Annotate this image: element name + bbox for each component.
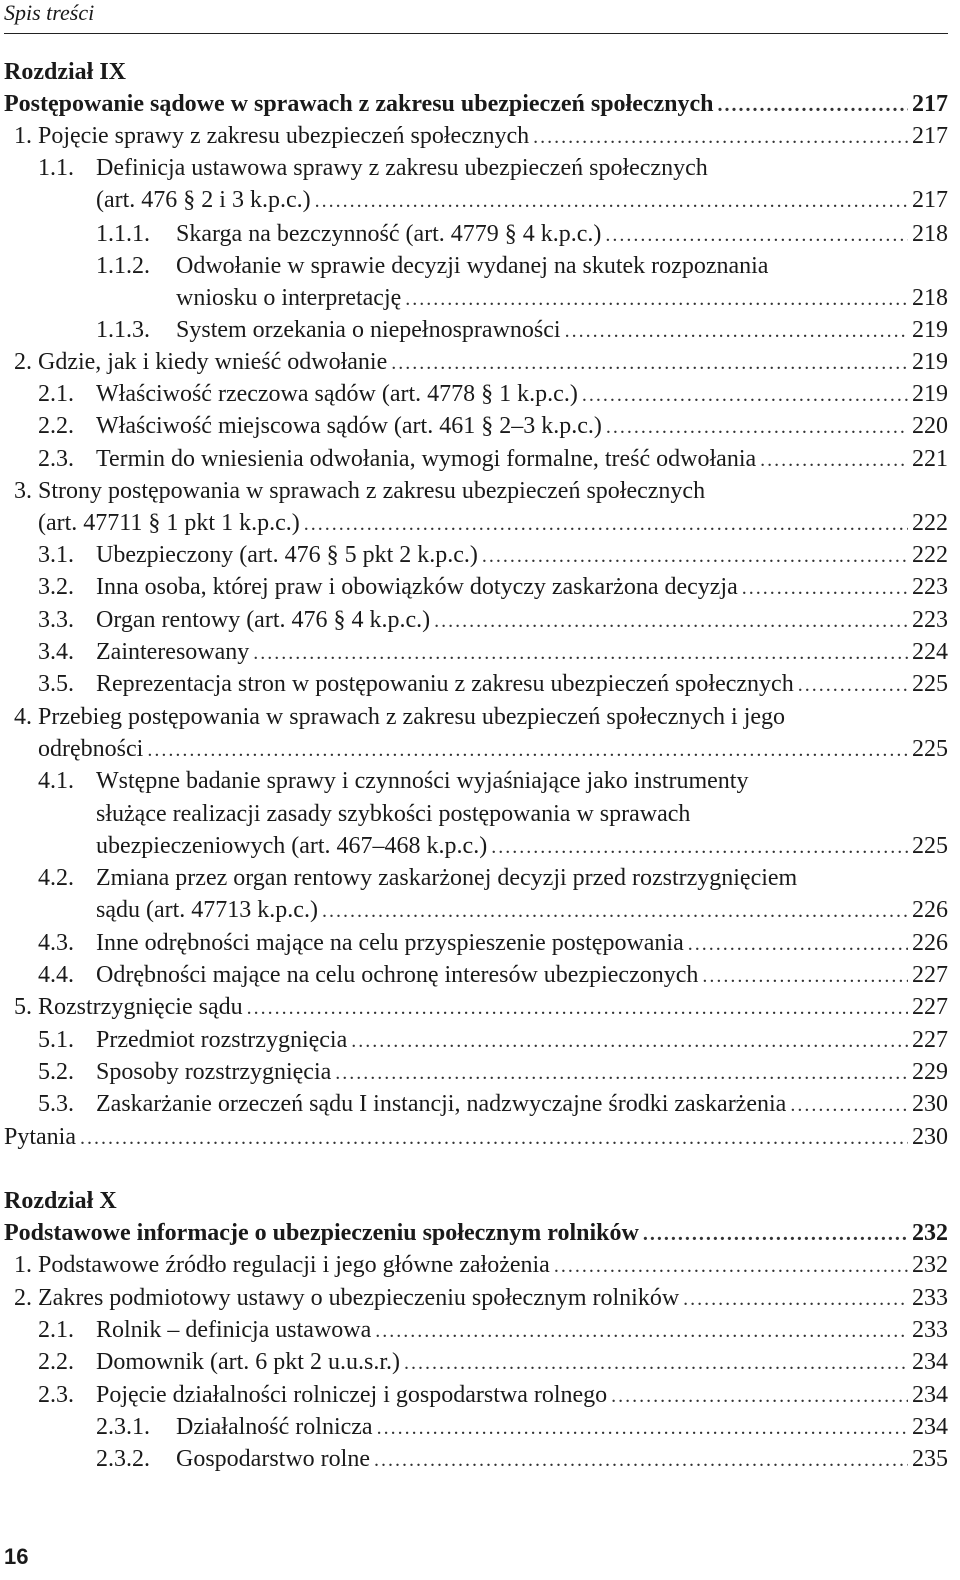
page-number: 225: [912, 736, 948, 762]
entry-line: [96, 410, 948, 443]
entry-title: System orzekania o niepełnosprawności: [176, 317, 561, 343]
entry-line: [38, 701, 948, 733]
entry-title: Definicja ustawowa sprawy z zakresu ubezpieczeń społecznych: [96, 155, 708, 181]
entry-line: [96, 1088, 948, 1121]
entry-title: sądu (art. 47713 k.p.c.): [96, 897, 318, 923]
dot-leader: [798, 669, 908, 701]
entry-number: 2.2.: [38, 1349, 74, 1375]
entry-line: [96, 1056, 948, 1089]
entry-line: [38, 507, 948, 540]
page-number: 221: [912, 446, 948, 472]
entry-title: Pojęcie sprawy z zakresu ubezpieczeń społecznych: [38, 123, 530, 149]
entry-title: Podstawowe źródło regulacji i jego główne założenia: [38, 1252, 550, 1278]
entry-line: [96, 636, 948, 669]
toc-entry[interactable]: [4, 701, 948, 733]
entry-line: [96, 152, 948, 184]
toc-entry[interactable]: [4, 927, 948, 959]
entry-title: (art. 476 § 2 i 3 k.p.c.): [96, 187, 311, 213]
toc-entry[interactable]: [4, 218, 948, 250]
page-number: 232: [912, 1252, 948, 1278]
entry-number: 1.1.2.: [96, 253, 150, 279]
entry-number: 4.1.: [38, 768, 74, 794]
dot-leader: [304, 508, 908, 540]
entry-title: służące realizacji zasady szybkości postępowania w sprawach: [96, 801, 691, 827]
page-folio: 16: [4, 1544, 29, 1569]
page-number: 218: [912, 285, 948, 311]
dot-leader: [351, 1025, 908, 1057]
entry-line: [176, 1411, 948, 1444]
entry-title: ubezpieczeniowych (art. 467–468 k.p.c.): [96, 833, 488, 859]
chapter-label: Rozdział X: [4, 1188, 117, 1214]
page-number: 230: [912, 1124, 948, 1150]
entry-title: Postępowanie sądowe w sprawach z zakresu ubezpieczeń społecznych: [4, 91, 714, 117]
entry-title: Gdzie, jak i kiedy wnieść odwołanie: [38, 349, 388, 375]
entry-number: 3.2.: [38, 574, 74, 600]
entry-line: [176, 282, 948, 315]
entry-number: 3.1.: [38, 542, 74, 568]
entry-number: 1.1.3.: [96, 317, 150, 343]
entry-line: [96, 604, 948, 637]
page-number: 219: [912, 317, 948, 343]
entry-number: 1.: [14, 1252, 32, 1278]
entry-number: 1.: [14, 123, 32, 149]
page-number: 235: [912, 1446, 948, 1472]
dot-leader: [702, 960, 908, 992]
entry-title: Zainteresowany: [96, 639, 250, 665]
entry-number: 4.3.: [38, 930, 74, 956]
dot-leader: [643, 1218, 908, 1250]
entry-line: [96, 894, 948, 927]
toc-entry[interactable]: [4, 991, 948, 1023]
entry-line: [96, 927, 948, 960]
entry-title: Ubezpieczony (art. 476 § 5 pkt 2 k.p.c.): [96, 542, 478, 568]
entry-title: Pytania: [4, 1124, 76, 1150]
entry-title: Sposoby rozstrzygnięcia: [96, 1059, 332, 1085]
toc-entry[interactable]: [4, 443, 948, 475]
toc-entry[interactable]: [4, 539, 948, 571]
toc-entry-continuation[interactable]: [4, 507, 948, 539]
dot-leader: [565, 315, 908, 347]
page-number: 234: [912, 1349, 948, 1375]
entry-line: [96, 539, 948, 572]
entry-line: [38, 120, 948, 153]
entry-number: 1.1.1.: [96, 221, 150, 247]
page-number: 225: [912, 671, 948, 697]
entry-line: [38, 346, 948, 379]
toc-entry[interactable]: [4, 765, 948, 797]
entry-number: 5.: [14, 994, 32, 1020]
page-number: 230: [912, 1091, 948, 1117]
dot-leader: [491, 831, 908, 863]
dot-leader: [611, 1380, 908, 1412]
entry-title: Podstawowe informacje o ubezpieczeniu społecznym rolników: [4, 1220, 639, 1246]
entry-line: [96, 798, 948, 830]
toc-entry-continuation[interactable]: [4, 184, 948, 216]
toc-entry[interactable]: [4, 1346, 948, 1378]
dot-leader: [405, 283, 908, 315]
entry-number: 2.3.2.: [96, 1446, 150, 1472]
dot-leader: [253, 637, 908, 669]
dot-leader: [375, 1315, 908, 1347]
entry-title: Rolnik – definicja ustawowa: [96, 1317, 372, 1343]
dot-leader: [718, 89, 908, 121]
page-number: 234: [912, 1414, 948, 1440]
toc-entry[interactable]: [4, 1056, 948, 1088]
toc-entry-continuation[interactable]: [4, 830, 948, 862]
page-number: 227: [912, 962, 948, 988]
entry-line: [96, 1346, 948, 1379]
toc-entry[interactable]: [4, 571, 948, 603]
entry-title: Właściwość miejscowa sądów (art. 461 § 2–3 k.p.c.): [96, 413, 602, 439]
entry-title: Organ rentowy (art. 476 § 4 k.p.c.): [96, 607, 431, 633]
entry-title: Odwołanie w sprawie decyzji wydanej na skutek rozpoznania: [176, 253, 769, 279]
entry-line: [176, 250, 948, 282]
toc-entry[interactable]: [4, 668, 948, 700]
toc-entry-continuation[interactable]: [4, 733, 948, 765]
entry-title: Przebieg postępowania w sprawach z zakresu ubezpieczeń społecznych i jego: [38, 704, 786, 730]
toc-entry[interactable]: [4, 604, 948, 636]
dot-leader: [582, 379, 908, 411]
entry-title: Termin do wniesienia odwołania, wymogi formalne, treść odwołania: [96, 446, 757, 472]
chapter-title-row[interactable]: [4, 88, 948, 120]
page-number: 234: [912, 1382, 948, 1408]
dot-leader: [760, 444, 908, 476]
toc-entry[interactable]: [4, 250, 948, 282]
entry-line: [176, 218, 948, 251]
page-number: 232: [912, 1220, 948, 1246]
entry-number: 4.2.: [38, 865, 74, 891]
entry-line: [96, 1314, 948, 1347]
entry-title: Inna osoba, której praw i obowiązków dotyczy zaskarżona decyzja: [96, 574, 738, 600]
page-number: 226: [912, 897, 948, 923]
dot-leader: [434, 605, 908, 637]
dot-leader: [790, 1089, 908, 1121]
toc-entry[interactable]: [4, 314, 948, 346]
page-number: 227: [912, 1027, 948, 1053]
entry-number: 5.1.: [38, 1027, 74, 1053]
toc-entry[interactable]: [4, 475, 948, 507]
page-number: 224: [912, 639, 948, 665]
dot-leader: [374, 1444, 908, 1476]
entry-line: [176, 1443, 948, 1476]
dot-leader: [147, 734, 908, 766]
dot-leader: [533, 121, 908, 153]
dot-leader: [404, 1347, 908, 1379]
entry-line: [96, 959, 948, 992]
entry-title: Działalność rolnicza: [176, 1414, 373, 1440]
entry-number: 3.5.: [38, 671, 74, 697]
toc-entry[interactable]: [4, 862, 948, 894]
entry-number: 4.4.: [38, 962, 74, 988]
entry-title: Domownik (art. 6 pkt 2 u.u.s.r.): [96, 1349, 400, 1375]
entry-line: [96, 668, 948, 701]
page-number: 217: [912, 91, 948, 117]
chapter-title-row[interactable]: [4, 1217, 948, 1249]
page-number: 219: [912, 349, 948, 375]
page-number: 219: [912, 381, 948, 407]
entry-number: 4.: [14, 704, 32, 730]
page-number: 222: [912, 542, 948, 568]
chapter-title: [4, 1217, 948, 1250]
entry-number: 2.3.: [38, 1382, 74, 1408]
entry-title: Przedmiot rozstrzygnięcia: [96, 1027, 348, 1053]
entry-line: [4, 1121, 948, 1154]
entry-title: (art. 47711 § 1 pkt 1 k.p.c.): [38, 510, 300, 536]
dot-leader: [742, 572, 908, 604]
entry-title: Zmiana przez organ rentowy zaskarżonej decyzji przed rozstrzygnięciem: [96, 865, 798, 891]
entry-line: [38, 1282, 948, 1315]
dot-leader: [606, 411, 908, 443]
page-number: 223: [912, 574, 948, 600]
toc-entry[interactable]: [4, 410, 948, 442]
entry-title: Odrębności mające na celu ochronę interesów ubezpieczonych: [96, 962, 699, 988]
entry-title: wniosku o interpretację: [176, 285, 402, 311]
toc-entry[interactable]: [4, 152, 948, 184]
entry-title: Wstępne badanie sprawy i czynności wyjaśniające jako instrumenty: [96, 768, 749, 794]
entry-number: 3.: [14, 478, 32, 504]
entry-title: Reprezentacja stron w postępowaniu z zakresu ubezpieczeń społecznych: [96, 671, 794, 697]
toc-entry[interactable]: [4, 636, 948, 668]
dot-leader: [683, 1283, 908, 1315]
toc-entry[interactable]: [4, 378, 948, 410]
entry-line: [96, 378, 948, 411]
entry-title: Właściwość rzeczowa sądów (art. 4778 § 1 k.p.c.): [96, 381, 578, 407]
toc-entry-continuation[interactable]: [4, 282, 948, 314]
entry-number: 2.: [14, 1285, 32, 1311]
entry-number: 2.2.: [38, 413, 74, 439]
running-head: Spis treści: [4, 0, 95, 25]
dot-leader: [391, 347, 908, 379]
entry-title: Skarga na bezczynność (art. 4779 § 4 k.p.c.): [176, 221, 602, 247]
entry-number: 3.3.: [38, 607, 74, 633]
entry-number: 2.1.: [38, 381, 74, 407]
toc-entry[interactable]: [4, 1282, 948, 1314]
toc-entry[interactable]: [4, 1411, 948, 1443]
page-number: 217: [912, 123, 948, 149]
entry-number: 2.: [14, 349, 32, 375]
entry-line: [96, 1024, 948, 1057]
entry-title: odrębności: [38, 736, 144, 762]
dot-leader: [247, 992, 908, 1024]
entry-title: Zaskarżanie orzeczeń sądu I instancji, nadzwyczajne środki zaskarżenia: [96, 1091, 787, 1117]
entry-number: 2.1.: [38, 1317, 74, 1343]
entry-line: [38, 733, 948, 766]
page-number: 217: [912, 187, 948, 213]
dot-leader: [322, 895, 908, 927]
toc-entry-continuation[interactable]: [4, 798, 948, 830]
dot-leader: [482, 540, 908, 572]
page-number: 233: [912, 1317, 948, 1343]
dot-leader: [315, 185, 908, 217]
page-number: 225: [912, 833, 948, 859]
entry-title: Strony postępowania w sprawach z zakresu ubezpieczeń społecznych: [38, 478, 706, 504]
entry-line: [96, 830, 948, 863]
entry-title: Rozstrzygnięcie sądu: [38, 994, 243, 1020]
dot-leader: [688, 928, 908, 960]
toc-entry-continuation[interactable]: [4, 894, 948, 926]
toc-entry[interactable]: [4, 346, 948, 378]
entry-line: [96, 862, 948, 894]
toc-entry[interactable]: [4, 120, 948, 152]
dot-leader: [554, 1250, 908, 1282]
page-number: 233: [912, 1285, 948, 1311]
entry-line: [38, 475, 948, 507]
dot-leader: [335, 1057, 908, 1089]
page-number: 226: [912, 930, 948, 956]
entry-line: [38, 991, 948, 1024]
entry-line: [96, 443, 948, 476]
entry-line: [96, 571, 948, 604]
chapter-title: [4, 88, 948, 121]
entry-title: Zakres podmiotowy ustawy o ubezpieczeniu społecznym rolników: [38, 1285, 680, 1311]
toc-entry[interactable]: [4, 1249, 948, 1281]
toc-entry-questions[interactable]: [4, 1121, 948, 1153]
entry-number: 5.2.: [38, 1059, 74, 1085]
page-number: 223: [912, 607, 948, 633]
entry-number: 2.3.1.: [96, 1414, 150, 1440]
entry-line: [38, 1249, 948, 1282]
toc-entry[interactable]: [4, 959, 948, 991]
page-number: 227: [912, 994, 948, 1020]
page-number: 229: [912, 1059, 948, 1085]
dot-leader: [80, 1122, 908, 1154]
entry-line: [96, 765, 948, 797]
toc-entry[interactable]: [4, 1088, 948, 1120]
entry-number: 2.3.: [38, 446, 74, 472]
entry-title: Inne odrębności mające na celu przyspieszenie postępowania: [96, 930, 684, 956]
toc-entry[interactable]: [4, 1024, 948, 1056]
entry-title: Pojęcie działalności rolniczej i gospodarstwa rolnego: [96, 1382, 608, 1408]
toc-entry[interactable]: [4, 1443, 948, 1475]
entry-number: 3.4.: [38, 639, 74, 665]
entry-title: Gospodarstwo rolne: [176, 1446, 370, 1472]
page-number: 222: [912, 510, 948, 536]
toc-entry[interactable]: [4, 1379, 948, 1411]
entry-number: 1.1.: [38, 155, 74, 181]
chapter-label: Rozdział IX: [4, 59, 126, 85]
dot-leader: [377, 1412, 908, 1444]
entry-line: [176, 314, 948, 347]
toc-entry[interactable]: [4, 1314, 948, 1346]
header-rule: [4, 33, 948, 34]
dot-leader: [605, 219, 908, 251]
entry-line: [96, 1379, 948, 1412]
page-number: 220: [912, 413, 948, 439]
entry-line: [96, 184, 948, 217]
page-number: 218: [912, 221, 948, 247]
entry-number: 5.3.: [38, 1091, 74, 1117]
